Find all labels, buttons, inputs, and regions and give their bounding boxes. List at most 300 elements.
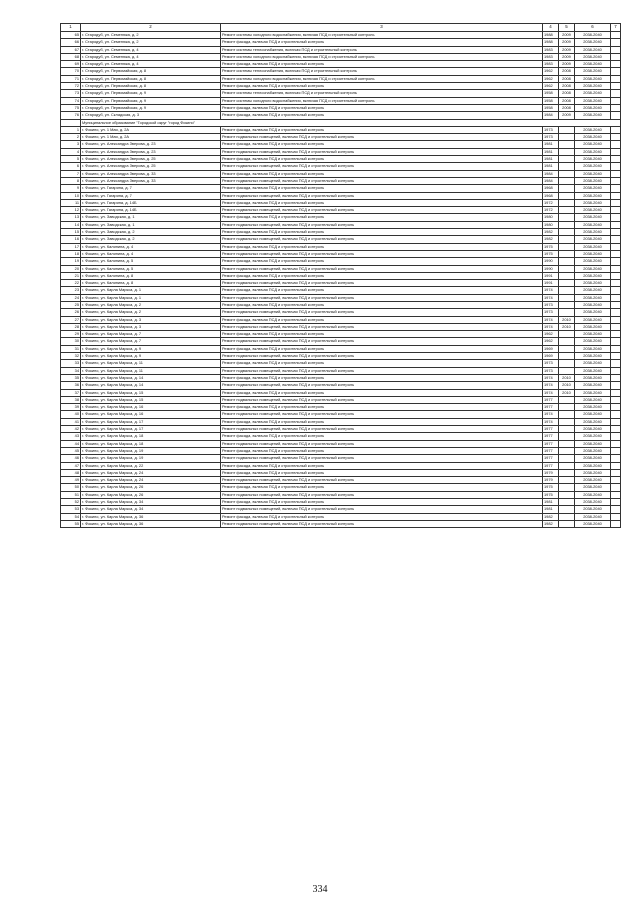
table-row	[61, 214, 621, 221]
table-row	[61, 455, 621, 462]
table-cell: г. Фокино, ул. Карла Маркса, д. 26	[81, 491, 221, 498]
table-cell: 2038-2040	[575, 499, 611, 506]
table-cell: Ремонт фасада, включая ПСД и строительный контроль	[221, 287, 543, 294]
table-cell: Ремонт подвальных помещений, включая ПСД и строительный контроль	[221, 491, 543, 498]
table-cell: Ремонт подвальных помещений, включая ПСД и строительный контроль	[221, 353, 543, 360]
table-cell: Ремонт подвальных помещений, включая ПСД и строительный контроль	[221, 148, 543, 155]
table-cell: Ремонт подвальных помещений, включая ПСД и строительный контроль	[221, 236, 543, 243]
table-row	[61, 83, 621, 90]
table-cell: 1977	[543, 462, 559, 469]
table-cell: 1983	[543, 61, 559, 68]
table-cell: 2038-2040	[575, 360, 611, 367]
table-cell: 2038-2040	[575, 396, 611, 403]
table-cell	[559, 163, 575, 170]
table-row	[61, 250, 621, 257]
table-cell: 16	[61, 236, 81, 243]
table-cell	[611, 170, 621, 177]
table-cell: Ремонт системы теплоснабжения, включая ПСД и строительный контроль	[221, 46, 543, 53]
table-cell	[559, 280, 575, 287]
table-cell: 33	[61, 360, 81, 367]
table-cell: 2038-2040	[575, 90, 611, 97]
table-cell: 1982	[543, 513, 559, 520]
table-cell	[559, 433, 575, 440]
table-cell	[559, 243, 575, 250]
table-cell: 1981	[543, 499, 559, 506]
table-cell: 1968	[543, 185, 559, 192]
table-cell: 69	[61, 61, 81, 68]
table-cell	[611, 301, 621, 308]
table-cell: 2038-2040	[575, 506, 611, 513]
table-row	[61, 97, 621, 104]
table-cell: 2038-2040	[575, 447, 611, 454]
table-cell: 53	[61, 506, 81, 513]
table-row	[61, 382, 621, 389]
table-cell: 2008	[559, 75, 575, 82]
table-cell: г. Фокино, ул. Карла Маркса, д. 1	[81, 287, 221, 294]
table-cell: 34	[61, 367, 81, 374]
table-cell: Ремонт фасада, включая ПСД и строительный контроль	[221, 104, 543, 111]
table-cell: 1983	[543, 46, 559, 53]
table-cell: 1983	[543, 53, 559, 60]
table-cell	[559, 360, 575, 367]
table-cell: 75	[61, 104, 81, 111]
table-cell: 2038-2040	[575, 426, 611, 433]
table-cell: 1974	[543, 389, 559, 396]
table-cell	[611, 236, 621, 243]
table-cell: Ремонт системы теплоснабжения, включая ПСД и строительный контроль	[221, 68, 543, 75]
table-cell	[611, 462, 621, 469]
table-cell: 1977	[543, 440, 559, 447]
table-cell	[611, 367, 621, 374]
table-cell: Ремонт подвальных помещений, включая ПСД и строительный контроль	[221, 426, 543, 433]
table-cell	[559, 469, 575, 476]
table-cell: Ремонт фасада, включая ПСД и строительный контроль	[221, 301, 543, 308]
table-cell	[559, 418, 575, 425]
table-cell: г. Фокино, ул. Карла Маркса, д. 3	[81, 316, 221, 323]
table-cell: 1975	[543, 250, 559, 257]
table-cell: 2038-2040	[575, 382, 611, 389]
table-cell: 1973	[543, 367, 559, 374]
table-row	[61, 141, 621, 148]
table-cell: 1984	[543, 170, 559, 177]
table-cell	[611, 433, 621, 440]
table-row	[61, 426, 621, 433]
table-cell	[611, 374, 621, 381]
table-cell: Ремонт фасада, включая ПСД и строительный контроль	[221, 141, 543, 148]
table-cell: 2009	[559, 39, 575, 46]
table-cell: г. Стародуб, ул. Первомайская, д. 9	[81, 104, 221, 111]
table-cell: 20	[61, 265, 81, 272]
table-cell: 1979	[543, 477, 559, 484]
column-number: 4	[543, 24, 559, 32]
table-cell: г. Стародуб, ул. Семенюка, д. 4	[81, 46, 221, 53]
table-cell: 1977	[543, 426, 559, 433]
table-row	[61, 32, 621, 39]
table-cell: г. Фокино, ул. Калинина, д. 8	[81, 280, 221, 287]
document-page	[60, 23, 620, 528]
table-cell: г. Стародуб, ул. Семенюка, д. 4	[81, 53, 221, 60]
column-number: 5	[559, 24, 575, 32]
table-cell: Ремонт подвальных помещений, включая ПСД и строительный контроль	[221, 440, 543, 447]
table-cell: Ремонт системы холодного водоснабжения, включая ПСД и строительный контроль	[221, 75, 543, 82]
table-cell: г. Фокино, ул. Карла Маркса, д. 14	[81, 382, 221, 389]
table-cell: 1973	[543, 360, 559, 367]
table-cell: 2038-2040	[575, 280, 611, 287]
table-cell: 46	[61, 455, 81, 462]
table-cell: Ремонт фасада, включая ПСД и строительный контроль	[221, 469, 543, 476]
table-row	[61, 484, 621, 491]
table-cell	[611, 506, 621, 513]
table-cell: 2009	[559, 46, 575, 53]
table-cell: Ремонт фасада, включая ПСД и строительный контроль	[221, 272, 543, 279]
table-cell	[559, 287, 575, 294]
table-cell: 29	[61, 331, 81, 338]
column-number: 1	[61, 24, 81, 32]
table-cell	[559, 309, 575, 316]
table-cell: 1972	[543, 199, 559, 206]
table-cell: Ремонт фасада, включая ПСД и строительный контроль	[221, 126, 543, 133]
table-cell	[559, 214, 575, 221]
table-cell	[559, 411, 575, 418]
table-cell	[559, 506, 575, 513]
table-cell: 2038-2040	[575, 141, 611, 148]
table-cell: 2010	[559, 323, 575, 330]
table-cell	[611, 323, 621, 330]
table-cell	[611, 440, 621, 447]
table-cell: 71	[61, 75, 81, 82]
table-row	[61, 156, 621, 163]
table-row	[61, 418, 621, 425]
table-cell	[611, 214, 621, 221]
table-cell	[611, 287, 621, 294]
table-cell: Ремонт фасада, включая ПСД и строительный контроль	[221, 112, 543, 119]
table-cell	[559, 265, 575, 272]
table-cell: Ремонт подвальных помещений, включая ПСД и строительный контроль	[221, 265, 543, 272]
table-cell	[611, 177, 621, 184]
table-cell: 2038-2040	[575, 411, 611, 418]
table-cell: 1990	[543, 258, 559, 265]
table-cell: 1974	[543, 418, 559, 425]
table-cell	[611, 469, 621, 476]
table-cell: 35	[61, 374, 81, 381]
table-cell: 1981	[543, 148, 559, 155]
table-cell: г. Фокино, ул. Карла Маркса, д. 2	[81, 301, 221, 308]
table-cell	[559, 126, 575, 133]
table-cell: г. Фокино, ул. Заводская, д. 1	[81, 221, 221, 228]
table-cell: 1977	[543, 404, 559, 411]
table-row	[61, 331, 621, 338]
table-cell: 1958	[543, 97, 559, 104]
table-row	[61, 280, 621, 287]
table-cell: 25	[61, 301, 81, 308]
table-cell: г. Фокино, ул. Карла Маркса, д. 34	[81, 499, 221, 506]
table-row	[61, 287, 621, 294]
table-cell: г. Фокино, ул. Гагарина, д. 14Б	[81, 207, 221, 214]
table-cell: 9	[61, 185, 81, 192]
table-cell: 2038-2040	[575, 323, 611, 330]
table-cell	[559, 236, 575, 243]
table-cell: г. Стародуб, ул. Семенюка, д. 2	[81, 39, 221, 46]
table-cell: 2038-2040	[575, 163, 611, 170]
table-cell: 1981	[543, 141, 559, 148]
table-row	[61, 411, 621, 418]
table-row	[61, 469, 621, 476]
table-cell: 45	[61, 447, 81, 454]
table-cell	[559, 484, 575, 491]
table-cell: Ремонт системы холодного водоснабжения, включая ПСД и строительный контроль	[221, 53, 543, 60]
table-cell: Ремонт фасада, включая ПСД и строительный контроль	[221, 433, 543, 440]
table-cell: 1980	[543, 214, 559, 221]
table-cell	[559, 185, 575, 192]
table-row	[61, 447, 621, 454]
table-cell: 67	[61, 46, 81, 53]
table-cell: 48	[61, 469, 81, 476]
table-cell: 2009	[559, 32, 575, 39]
table-cell: г. Фокино, ул. Гагарина, д. 7	[81, 185, 221, 192]
table-cell	[611, 258, 621, 265]
table-cell	[559, 447, 575, 454]
table-cell: 1973	[543, 134, 559, 141]
table-cell: 2038-2040	[575, 316, 611, 323]
table-cell: 2008	[559, 83, 575, 90]
table-cell: 15	[61, 229, 81, 236]
table-row	[61, 68, 621, 75]
table-cell: 30	[61, 338, 81, 345]
table-cell	[559, 301, 575, 308]
table-cell: Ремонт фасада, включая ПСД и строительный контроль	[221, 258, 543, 265]
table-cell: 55	[61, 520, 81, 527]
section-row	[61, 119, 621, 126]
table-cell	[611, 280, 621, 287]
table-cell: 2010	[559, 374, 575, 381]
table-cell: 1988	[543, 32, 559, 39]
table-cell	[611, 32, 621, 39]
table-cell: Ремонт фасада, включая ПСД и строительный контроль	[221, 156, 543, 163]
table-row	[61, 499, 621, 506]
table-cell: 2008	[559, 104, 575, 111]
table-cell: Ремонт подвальных помещений, включая ПСД и строительный контроль	[221, 338, 543, 345]
table-cell: г. Фокино, ул. Карла Маркса, д. 16	[81, 411, 221, 418]
table-cell: Ремонт фасада, включая ПСД и строительный контроль	[221, 447, 543, 454]
table-cell: 5	[61, 156, 81, 163]
table-cell: г. Фокино, ул. Калинина, д. 4	[81, 243, 221, 250]
table-cell: 1975	[543, 484, 559, 491]
table-cell	[611, 477, 621, 484]
table-cell: г. Фокино, ул. Гагарина, д. 14Б	[81, 199, 221, 206]
table-cell: г. Фокино, ул. Заводская, д. 2	[81, 236, 221, 243]
table-cell: 2038-2040	[575, 331, 611, 338]
table-cell: 1980	[543, 221, 559, 228]
table-cell	[611, 418, 621, 425]
table-cell: 2038-2040	[575, 199, 611, 206]
table-row	[61, 207, 621, 214]
table-cell	[611, 163, 621, 170]
table-cell	[611, 513, 621, 520]
table-cell: 68	[61, 53, 81, 60]
table-cell: г. Фокино, ул. Карла Маркса, д. 9	[81, 353, 221, 360]
table-cell: 2038-2040	[575, 477, 611, 484]
table-cell: 1981	[543, 156, 559, 163]
table-cell: 1975	[543, 491, 559, 498]
table-cell: 2038-2040	[575, 338, 611, 345]
table-cell	[611, 61, 621, 68]
table-cell: Ремонт фасада, включая ПСД и строительный контроль	[221, 484, 543, 491]
table-cell: 1977	[543, 433, 559, 440]
table-row	[61, 46, 621, 53]
table-cell: 2038-2040	[575, 126, 611, 133]
table-row	[61, 53, 621, 60]
table-cell: 2008	[559, 68, 575, 75]
table-cell: Ремонт фасада, включая ПСД и строительный контроль	[221, 170, 543, 177]
table-cell: 1962	[543, 331, 559, 338]
table-cell: 2009	[559, 53, 575, 60]
table-cell: 2009	[559, 61, 575, 68]
table-cell	[559, 404, 575, 411]
table-cell: г. Фокино, ул. Карла Маркса, д. 22	[81, 462, 221, 469]
table-cell: 40	[61, 411, 81, 418]
table-cell: 17	[61, 243, 81, 250]
table-row	[61, 148, 621, 155]
table-row	[61, 513, 621, 520]
table-row	[61, 389, 621, 396]
table-cell: Ремонт фасада, включая ПСД и строительный контроль	[221, 39, 543, 46]
table-cell	[611, 104, 621, 111]
table-cell: 1990	[543, 265, 559, 272]
table-cell	[61, 119, 81, 126]
table-cell: Ремонт подвальных помещений, включая ПСД и строительный контроль	[221, 280, 543, 287]
table-row	[61, 104, 621, 111]
table-cell: Ремонт фасада, включая ПСД и строительный контроль	[221, 61, 543, 68]
table-cell: Ремонт подвальных помещений, включая ПСД и строительный контроль	[221, 396, 543, 403]
table-cell	[559, 170, 575, 177]
table-row	[61, 491, 621, 498]
table-cell	[611, 404, 621, 411]
table-cell: 2010	[559, 389, 575, 396]
table-cell: 2038-2040	[575, 469, 611, 476]
table-cell: 1958	[543, 104, 559, 111]
table-cell: 1969	[543, 345, 559, 352]
table-cell	[611, 221, 621, 228]
table-cell: г. Фокино, ул. Заводская, д. 1	[81, 214, 221, 221]
table-cell: 1984	[543, 177, 559, 184]
table-cell: 2038-2040	[575, 112, 611, 119]
repair-schedule-table	[60, 23, 621, 528]
table-cell: 2038-2040	[575, 455, 611, 462]
table-cell: 2038-2040	[575, 345, 611, 352]
table-cell: Ремонт подвальных помещений, включая ПСД и строительный контроль	[221, 163, 543, 170]
table-cell: Ремонт фасада, включая ПСД и строительный контроль	[221, 360, 543, 367]
table-cell: г. Стародуб, ул. Первомайская, д. 9	[81, 90, 221, 97]
table-cell: 39	[61, 404, 81, 411]
table-cell: 22	[61, 280, 81, 287]
table-cell: 11	[61, 199, 81, 206]
table-cell: 2	[61, 134, 81, 141]
table-row	[61, 374, 621, 381]
table-cell	[559, 229, 575, 236]
table-cell	[611, 46, 621, 53]
table-cell	[611, 207, 621, 214]
table-cell: 1973	[543, 301, 559, 308]
table-cell	[611, 199, 621, 206]
table-cell: Ремонт подвальных помещений, включая ПСД и строительный контроль	[221, 250, 543, 257]
table-cell: 2038-2040	[575, 243, 611, 250]
table-cell: Ремонт фасада, включая ПСД и строительный контроль	[221, 374, 543, 381]
table-cell: 65	[61, 32, 81, 39]
table-cell	[611, 243, 621, 250]
table-cell: 2038-2040	[575, 32, 611, 39]
table-cell: 2038-2040	[575, 440, 611, 447]
table-cell	[611, 338, 621, 345]
table-cell: 4	[61, 148, 81, 155]
table-cell: г. Фокино, ул. 1 Мая, д. 2А	[81, 134, 221, 141]
table-cell	[559, 221, 575, 228]
column-number-row	[61, 24, 621, 32]
table-cell: г. Фокино, ул. Карла Маркса, д. 11	[81, 367, 221, 374]
table-cell: 1974	[543, 294, 559, 301]
table-cell	[611, 331, 621, 338]
table-cell: 2038-2040	[575, 104, 611, 111]
table-cell	[611, 250, 621, 257]
table-cell: г. Стародуб, ул. Первомайская, д. 8	[81, 83, 221, 90]
table-cell	[611, 134, 621, 141]
table-row	[61, 367, 621, 374]
table-cell	[559, 477, 575, 484]
table-cell: г. Фокино, ул. Заводская, д. 2	[81, 229, 221, 236]
table-cell: 2038-2040	[575, 258, 611, 265]
table-cell: Ремонт подвальных помещений, включая ПСД и строительный контроль	[221, 323, 543, 330]
table-cell	[559, 353, 575, 360]
table-row	[61, 61, 621, 68]
table-row	[61, 404, 621, 411]
table-cell: г. Фокино, ул. Калинина, д. 4	[81, 250, 221, 257]
table-cell: 2038-2040	[575, 287, 611, 294]
table-cell	[611, 499, 621, 506]
table-cell: г. Фокино, ул. Калинина, д. 5	[81, 265, 221, 272]
table-row	[61, 323, 621, 330]
table-cell: 2038-2040	[575, 491, 611, 498]
table-cell: г. Фокино, ул. Карла Маркса, д. 2	[81, 309, 221, 316]
table-cell: г. Фокино, ул. Александра Зверова, д. 23	[81, 141, 221, 148]
table-row	[61, 177, 621, 184]
table-cell: 1975	[543, 243, 559, 250]
table-cell: 31	[61, 345, 81, 352]
table-cell: Ремонт подвальных помещений, включая ПСД и строительный контроль	[221, 455, 543, 462]
table-cell: Ремонт фасада, включая ПСД и строительный контроль	[221, 418, 543, 425]
table-cell: 2038-2040	[575, 134, 611, 141]
table-cell	[611, 229, 621, 236]
table-cell: Ремонт подвальных помещений, включая ПСД и строительный контроль	[221, 309, 543, 316]
table-cell: 47	[61, 462, 81, 469]
table-cell: 27	[61, 316, 81, 323]
table-cell: 2038-2040	[575, 39, 611, 46]
table-cell: 1962	[543, 68, 559, 75]
table-row	[61, 316, 621, 323]
table-cell: Ремонт фасада, включая ПСД и строительный контроль	[221, 243, 543, 250]
table-cell: г. Фокино, ул. Александра Зверова, д. 33	[81, 177, 221, 184]
table-cell: г. Фокино, ул. Карла Маркса, д. 14	[81, 374, 221, 381]
table-cell: 2038-2040	[575, 177, 611, 184]
table-cell: 1973	[543, 309, 559, 316]
table-cell: г. Фокино, ул. Карла Маркса, д. 17	[81, 426, 221, 433]
table-row	[61, 243, 621, 250]
table-cell: г. Фокино, ул. Карла Маркса, д. 7	[81, 331, 221, 338]
table-cell: 76	[61, 112, 81, 119]
table-cell: 2038-2040	[575, 404, 611, 411]
table-cell: 2038-2040	[575, 389, 611, 396]
table-cell: Ремонт фасада, включая ПСД и строительный контроль	[221, 499, 543, 506]
table-row	[61, 90, 621, 97]
table-cell: 2038-2040	[575, 207, 611, 214]
